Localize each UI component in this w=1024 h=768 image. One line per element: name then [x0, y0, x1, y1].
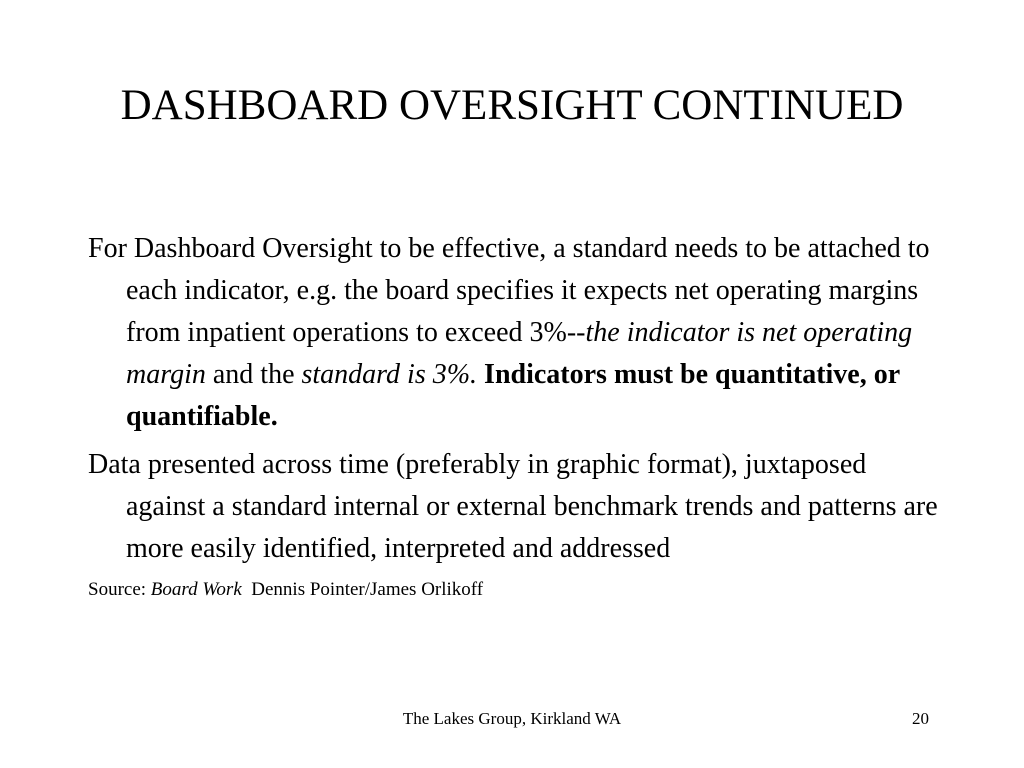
paragraph1-italic-standard: standard is 3%.	[301, 359, 478, 390]
paragraph-dashboard-standard	[88, 228, 948, 438]
paragraph-data-presentation: Data presented across time (preferably in graphic format), juxtaposed against a standard internal or external benchmark trends and patterns are more easily identified, interpreted and addressed	[88, 449, 938, 564]
source-authors: Dennis Pointer/James Orlikoff	[251, 579, 484, 600]
footer-organization: The Lakes Group, Kirkland WA	[402, 709, 622, 728]
source-label: Source:	[88, 579, 151, 600]
paragraph1-bold-statement: Indicators must be quantitative, or quantifiable.	[126, 359, 900, 432]
source-book-title: Board Work	[150, 579, 242, 600]
page-number: 20	[912, 709, 929, 728]
paragraph1-text: For Dashboard Oversight to be effective, a standard needs to be attached to each indicator, e.g. the board specifies it expects net operating margins from inpatient operations to exceed 3%--	[88, 233, 930, 348]
slide-body	[88, 228, 948, 604]
paragraph1-connector: and the	[205, 359, 302, 390]
source-citation	[88, 576, 948, 604]
paragraph1-italic-indicator: the indicator is net operating margin	[126, 317, 913, 390]
slide-title: DASHBOARD OVERSIGHT CONTINUED	[120, 82, 904, 129]
